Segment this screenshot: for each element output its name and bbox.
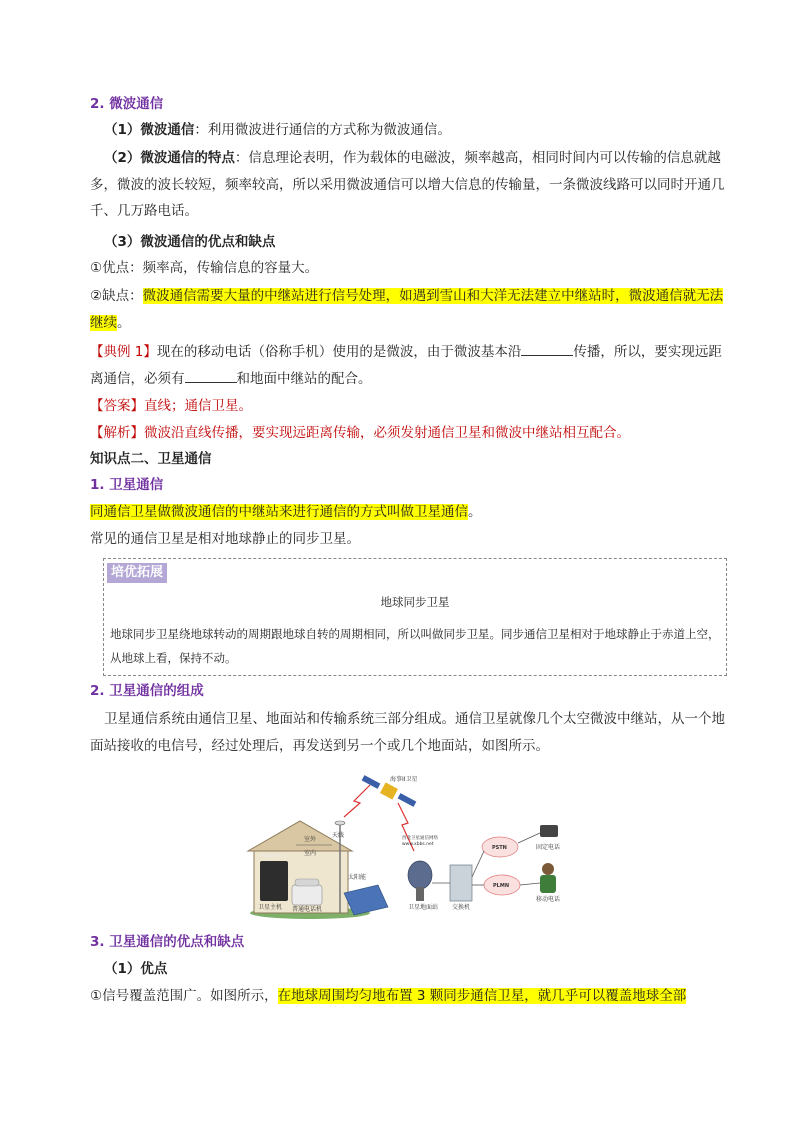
satellite-definition-highlight: 同通信卫星做微波通信的中继站来进行通信的方式叫做卫星通信 <box>90 504 468 520</box>
label-phone: 普通电话机 <box>292 906 323 913</box>
example-question <box>90 339 730 392</box>
coverage-line <box>90 984 730 1009</box>
label-company-1: 西北卫星通信网络 <box>402 836 438 841</box>
disadvantage-prefix: ②缺点： <box>90 288 143 304</box>
label-solar: 太阳能 <box>348 874 367 881</box>
mobile-user-body <box>540 875 556 893</box>
satellite-panel-right <box>398 793 417 807</box>
link-plmn-mobile <box>520 883 540 885</box>
example-text-1: 现在的移动电话（俗称手机）使用的是微波，由于微波基本沿 <box>156 344 522 360</box>
extension-box <box>103 558 727 676</box>
answer-line <box>90 394 730 419</box>
composition-paragraph: 卫星通信系统由通信卫星、地面站和传输系统三部分组成。通信卫星就像几个太空微波中继站，从一个地面站接收的电信号，经过处理后，再发送到另一个或几个地面站，如图所示。 <box>90 711 725 754</box>
mobile-user-head <box>542 863 554 875</box>
term-label: （1）微波通信 <box>104 122 195 138</box>
answer-blank-2 <box>185 368 237 383</box>
label-outdoor: 室外 <box>304 836 317 843</box>
term-label: （2）微波通信的特点 <box>104 150 235 166</box>
label-ground-station: 卫星地面站 <box>408 904 439 911</box>
coverage-prefix: ①信号覆盖范围广。如图所示， <box>90 988 278 1004</box>
link-switch-pstn <box>472 851 484 877</box>
knowledge-point-title: 知识点二、卫星通信 <box>90 451 212 467</box>
satellite-communication-figure <box>240 773 570 919</box>
switch-box <box>450 865 472 901</box>
answer-text: 直线；通信卫星。 <box>144 398 252 414</box>
section-title-satellite: 1. 卫星通信 <box>90 477 164 493</box>
satellite-host-device <box>260 861 288 901</box>
common-satellite: 常见的通信卫星是相对地球静止的同步卫星。 <box>90 531 360 547</box>
telephone-handset <box>295 879 319 886</box>
analysis-line <box>90 421 730 446</box>
satellite-panel-left <box>362 775 381 789</box>
coverage-highlight: 在地球周围均匀地布置 3 颗同步通信卫星，就几乎可以覆盖地球全部 <box>277 988 687 1004</box>
answer-label: 【答案】 <box>90 398 144 414</box>
extension-body: 地球同步卫星绕地球转动的周期跟地球自转的周期相同，所以叫做同步卫星。同步通信卫星相对于地球静止于赤道上空，从地球上看，保持不动。 <box>110 627 720 665</box>
fixed-phone-icon <box>540 825 558 837</box>
example-text-3: 和地面中继站的配合。 <box>236 370 372 387</box>
section-title-composition: 2. 卫星通信的组成 <box>90 683 204 699</box>
disadvantage-end: 。 <box>117 314 131 331</box>
label-satellite: 海事II卫星 <box>390 776 418 783</box>
telephone-device <box>292 885 322 905</box>
satellite-body <box>380 782 398 799</box>
analysis-label: 【解析】 <box>90 425 144 441</box>
paragraph-microwave-features <box>90 145 730 225</box>
example-label: 【典例 1】 <box>90 344 157 360</box>
advantage-line: ①优点：频率高，传输信息的容量大。 <box>90 260 319 276</box>
section-title-pros-cons: 3. 卫星通信的优点和缺点 <box>90 934 245 950</box>
label-company-2: www.xbbs.net <box>402 842 434 847</box>
label-satellite-host: 卫星主机 <box>258 904 283 911</box>
analysis-text: 微波沿直线传播，要实现远距离传输，必须发射通信卫星和微波中继站相互配合。 <box>144 425 630 441</box>
paragraph-microwave-def <box>90 118 730 143</box>
link-pstn-phone <box>518 833 540 843</box>
satellite-definition <box>90 500 730 525</box>
label-switch: 交换机 <box>452 904 471 911</box>
subheading-advantages: （1）优点 <box>104 961 168 977</box>
label-fixed-phone: 固定电话 <box>536 844 561 851</box>
extension-tag: 培优拓展 <box>107 563 167 583</box>
label-mobile-phone: 移动电话 <box>536 896 561 903</box>
ground-station-dish <box>408 861 432 889</box>
uplink-signal <box>344 785 370 817</box>
subheading-pros-cons: （3）微波通信的优点和缺点 <box>104 234 276 250</box>
antenna-dish <box>335 821 345 825</box>
label-port: RJ11接口 <box>262 854 282 859</box>
satellite-definition-end: 。 <box>468 504 482 520</box>
disadvantage-highlight: 微波通信需要大量的中继站进行信号处理，如遇到雪山和大洋无法建立中继站时，微波通信就无法继续 <box>90 288 724 331</box>
label-antenna: 天线 <box>332 832 345 839</box>
section-title-microwave: 2. 微波通信 <box>90 96 164 112</box>
label-pstn: PSTN <box>492 845 507 851</box>
label-indoor: 室内 <box>304 850 317 857</box>
term-text: ：信息理论表明，作为载体的电磁波，频率越高，相同时间内可以传输的信息就越多，微波的波长较短，频率较高，所以采用微波通信可以增大信息的传输量，一条微波线路可以同时开通几千、几万路电话。 <box>90 150 725 219</box>
ground-station-base <box>416 887 424 901</box>
extension-title: 地球同步卫星 <box>380 595 450 609</box>
example-text-2: 传播，所以，要实现远距离通信，必须有 <box>90 344 722 387</box>
answer-blank-1 <box>521 341 573 356</box>
disadvantage-line <box>90 283 730 336</box>
term-text: ：利用微波进行通信的方式称为微波通信。 <box>194 122 451 138</box>
label-plmn: PLMN <box>493 883 510 889</box>
